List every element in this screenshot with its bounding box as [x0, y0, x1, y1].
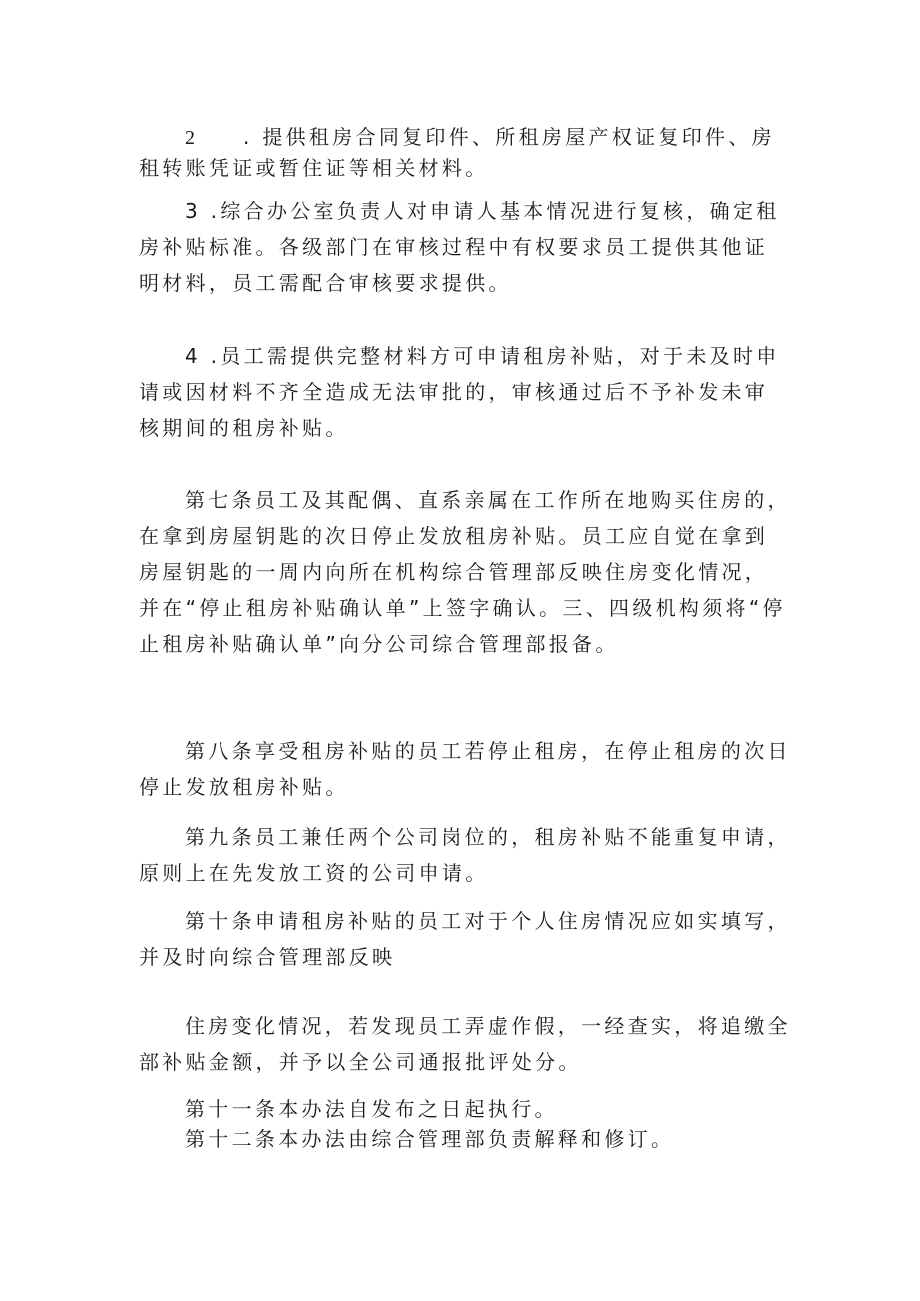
- article-7: [139, 482, 791, 662]
- article-10-continued: [139, 1008, 791, 1080]
- paragraph-text: 第十一条本办法自发布之日起执行。: [185, 1097, 558, 1121]
- paragraph-item-2: [139, 122, 791, 183]
- paragraph-text: 第八条享受租房补贴的员工若停止租房，在停止租房的次日停止发放租房补贴。: [139, 739, 791, 799]
- article-8: [139, 733, 791, 805]
- article-9: [139, 819, 791, 891]
- paragraph-item-3: [139, 193, 791, 301]
- article-10: [139, 903, 791, 975]
- article-12: [139, 1124, 791, 1154]
- paragraph-text: . 提供租房合同复印件、所租房屋产权证复印件、房租转账凭证或暂住证等相关材料。: [139, 125, 775, 180]
- paragraph-text: 3 .综合办公室负责人对申请人基本情况进行复核，确定租房补贴标准。各级部门在审核过程中有权要求员工提供其他证明材料，员工需配合审核要求提供。: [139, 199, 780, 295]
- item-number: 2: [185, 127, 199, 149]
- paragraph-text: 第七条员工及其配偶、直系亲属在工作所在地购买住房的，在拿到房屋钥匙的次日停止发放租房补贴。员工应自觉在拿到房屋钥匙的一周内向所在机构综合管理部反映住房变化情况，并在“停止租房补贴确认单”上签字确认。三、四级机构须将“停止租房补贴确认单”向分公司综合管理部报备。: [139, 488, 791, 656]
- paragraph-text: 4 .员工需提供完整材料方可申请租房补贴，对于未及时申请或因材料不齐全造成无法审批的，审核通过后不予补发未审核期间的租房补贴。: [139, 344, 780, 440]
- paragraph-text: 住房变化情况，若发现员工弄虚作假，一经查实，将追缴全部补贴金额，并予以全公司通报批评处分。: [139, 1014, 791, 1074]
- paragraph-item-4: [139, 338, 791, 446]
- paragraph-text: 第十二条本办法由综合管理部负责解释和修订。: [185, 1127, 675, 1151]
- article-11: [139, 1094, 791, 1124]
- paragraph-text: 第九条员工兼任两个公司岗位的，租房补贴不能重复申请，原则上在先发放工资的公司申请。: [139, 825, 791, 885]
- paragraph-text: 第十条申请租房补贴的员工对于个人住房情况应如实填写，并及时向综合管理部反映: [139, 909, 791, 969]
